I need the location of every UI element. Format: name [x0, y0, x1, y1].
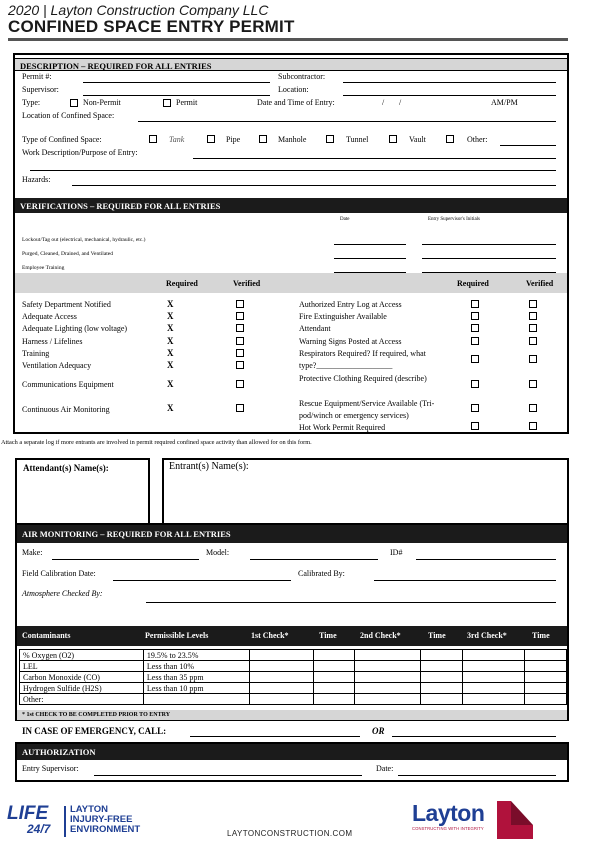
- time-cell[interactable]: [421, 650, 463, 661]
- slogan-divider: [64, 806, 66, 837]
- level-cell: Less than 10%: [143, 661, 249, 672]
- slogan-line-3: ENVIRONMENT: [70, 824, 141, 835]
- required-header-left: Required: [166, 279, 198, 288]
- right-item-label: Warning Signs Posted at Access: [299, 337, 402, 346]
- required-checkbox[interactable]: [471, 300, 479, 308]
- ampm-label: AM/PM: [491, 98, 518, 107]
- contaminant-cell: Carbon Monoxide (CO): [20, 672, 144, 683]
- right-item-label-cont: type?___________________: [299, 361, 393, 370]
- right-item-label: Authorized Entry Log at Access: [299, 300, 402, 309]
- slogan-line-2: INJURY-FREE: [70, 814, 133, 825]
- slogan-line-1: LAYTON: [70, 804, 109, 815]
- required-checkbox[interactable]: [471, 380, 479, 388]
- right-item-label: Attendant: [299, 324, 331, 333]
- lockout-initials-field[interactable]: [422, 244, 556, 245]
- date-time-label: Date and Time of Entry:: [257, 98, 335, 107]
- training-row-label: Employee Training: [22, 265, 65, 271]
- atmosphere-checked-label: Atmosphere Checked By:: [22, 589, 103, 598]
- layton-emblem-icon: [497, 801, 533, 839]
- check-cell[interactable]: [463, 694, 525, 705]
- authorization-date-field[interactable]: [398, 775, 556, 776]
- time-cell[interactable]: [525, 694, 567, 705]
- time-cell[interactable]: [525, 683, 567, 694]
- work-description-label: Work Description/Purpose of Entry:: [22, 148, 138, 157]
- id-label: ID#: [390, 548, 403, 557]
- check-cell[interactable]: [249, 650, 313, 661]
- required-mark: X: [167, 348, 174, 358]
- make-field[interactable]: [52, 559, 199, 560]
- verified-header-right: Verified: [526, 279, 554, 288]
- verified-checkbox[interactable]: [529, 337, 537, 345]
- time-header-1: Time: [319, 631, 337, 640]
- check-cell[interactable]: [355, 694, 421, 705]
- hazards-label: Hazards:: [22, 175, 51, 184]
- left-item-label: Training: [22, 349, 50, 358]
- time-cell[interactable]: [525, 650, 567, 661]
- required-mark: X: [167, 379, 174, 389]
- time-cell[interactable]: [313, 661, 355, 672]
- verification-date-header: Date: [340, 217, 350, 222]
- check-cell[interactable]: [249, 694, 313, 705]
- date-slash-2: /: [399, 98, 402, 107]
- check-cell[interactable]: [355, 650, 421, 661]
- verified-checkbox[interactable]: [529, 300, 537, 308]
- verified-checkbox[interactable]: [529, 355, 537, 363]
- time-cell[interactable]: [313, 650, 355, 661]
- check-cell[interactable]: [463, 661, 525, 672]
- verified-checkbox[interactable]: [529, 324, 537, 332]
- emergency-phone-field[interactable]: [190, 736, 360, 737]
- left-item-label: Safety Department Notified: [22, 300, 111, 309]
- purged-date-field[interactable]: [334, 258, 406, 259]
- footer-url: LAYTONCONSTRUCTION.COM: [227, 829, 353, 838]
- non-permit-label: Non-Permit: [83, 98, 121, 107]
- required-header-right: Required: [457, 279, 489, 288]
- injury-free-slogan: [70, 805, 140, 835]
- lockout-date-field[interactable]: [334, 244, 406, 245]
- authorization-section-bar: AUTHORIZATION: [17, 744, 567, 760]
- entry-supervisor-field[interactable]: [94, 775, 362, 776]
- verified-checkbox[interactable]: [529, 312, 537, 320]
- time-cell[interactable]: [525, 661, 567, 672]
- emergency-call-label: IN CASE OF EMERGENCY, CALL:: [22, 726, 167, 736]
- verified-checkbox[interactable]: [236, 300, 244, 308]
- time-cell[interactable]: [421, 694, 463, 705]
- time-cell[interactable]: [313, 683, 355, 694]
- supervisor-field[interactable]: [83, 95, 270, 96]
- layton-logo-tagline: CONSTRUCTING WITH INTEGRITY: [412, 826, 484, 831]
- contaminants-header: Contaminants: [22, 631, 71, 640]
- required-mark: X: [167, 360, 174, 370]
- verifications-section-bar: VERIFICATIONS – REQUIRED FOR ALL ENTRIES: [15, 198, 567, 213]
- right-item-label: Rescue Equipment/Service Available (Tri-: [299, 399, 435, 408]
- manhole-label: Manhole: [278, 135, 307, 144]
- vault-checkbox[interactable]: [389, 135, 397, 143]
- verified-checkbox[interactable]: [529, 404, 537, 412]
- right-item-label-cont: pod/winch or emergency services): [299, 411, 409, 420]
- model-field[interactable]: [250, 559, 378, 560]
- verified-checkbox[interactable]: [236, 349, 244, 357]
- authorization-date-label: Date:: [376, 764, 394, 773]
- required-checkbox[interactable]: [471, 404, 479, 412]
- required-mark: X: [167, 299, 174, 309]
- purged-initials-field[interactable]: [422, 258, 556, 259]
- tank-checkbox[interactable]: [149, 135, 157, 143]
- verification-initials-header: Entry Supervisor's Initials: [428, 217, 481, 222]
- required-mark: X: [167, 336, 174, 346]
- check-cell[interactable]: [463, 650, 525, 661]
- verified-checkbox[interactable]: [236, 404, 244, 412]
- left-item-label: Harness / Lifelines: [22, 337, 83, 346]
- time-header-3: Time: [532, 631, 550, 640]
- contaminant-cell: LEL: [20, 661, 144, 672]
- contaminant-cell: Other:: [20, 694, 144, 705]
- verified-checkbox[interactable]: [236, 312, 244, 320]
- verified-checkbox[interactable]: [529, 380, 537, 388]
- vault-label: Vault: [409, 135, 426, 144]
- calibrated-by-field[interactable]: [374, 580, 556, 581]
- manhole-checkbox[interactable]: [259, 135, 267, 143]
- time-cell[interactable]: [421, 661, 463, 672]
- verified-checkbox[interactable]: [236, 380, 244, 388]
- check-cell[interactable]: [463, 672, 525, 683]
- level-cell: Less than 35 ppm: [143, 672, 249, 683]
- verified-checkbox[interactable]: [236, 324, 244, 332]
- required-checkbox[interactable]: [471, 324, 479, 332]
- required-mark: X: [167, 311, 174, 321]
- time-cell[interactable]: [525, 672, 567, 683]
- verified-checkbox[interactable]: [236, 361, 244, 369]
- tunnel-label: Tunnel: [346, 135, 369, 144]
- lockout-label: Lockout/Tag out (electrical, mechanical, hydraulic, etc.): [22, 237, 146, 243]
- description-section-bar: DESCRIPTION – REQUIRED FOR ALL ENTRIES: [15, 58, 567, 71]
- supervisor-label: Supervisor:: [22, 85, 59, 94]
- attendant-label: Attendant(s) Name(s):: [23, 463, 109, 473]
- table-row: [20, 672, 567, 683]
- atmosphere-checked-field[interactable]: [146, 602, 556, 603]
- field-calibration-label: Field Calibration Date:: [22, 569, 96, 578]
- table-row: [20, 683, 567, 694]
- pipe-checkbox[interactable]: [207, 135, 215, 143]
- entrant-label: Entrant(s) Name(s):: [169, 461, 249, 472]
- layton-logo-wordmark: Layton: [412, 800, 485, 826]
- verified-checkbox[interactable]: [236, 337, 244, 345]
- life-logo-text: LIFE: [7, 803, 49, 824]
- first-check-footnote: * 1st CHECK TO BE COMPLETED PRIOR TO ENTRY: [22, 712, 171, 718]
- check-cell[interactable]: [463, 683, 525, 694]
- life-247-logo: [7, 804, 67, 840]
- check-cell[interactable]: [355, 672, 421, 683]
- contaminant-cell: % Oxygen (O2): [20, 650, 144, 661]
- left-item-label: Continuous Air Monitoring: [22, 405, 110, 414]
- other-label: Other:: [467, 135, 488, 144]
- right-item-label: Hot Work Permit Required: [299, 423, 386, 432]
- permissible-levels-header: Permissible Levels: [145, 631, 209, 640]
- separate-log-note: Attach a separate log if more entrants are involved in permit required confined space activity than allowed for on this form.: [1, 439, 312, 446]
- location-label: Location:: [278, 85, 309, 94]
- subcontractor-label: Subcontractor:: [278, 72, 326, 81]
- right-item-label: Fire Extinguisher Available: [299, 312, 387, 321]
- non-permit-checkbox[interactable]: [70, 99, 78, 107]
- required-mark: X: [167, 323, 174, 333]
- required-checkbox[interactable]: [471, 312, 479, 320]
- company-header: 2020 | Layton Construction Company LLC: [8, 2, 269, 18]
- permit-number-label: Permit #:: [22, 72, 52, 81]
- id-field[interactable]: [416, 559, 556, 560]
- second-check-header: 2nd Check*: [360, 631, 401, 640]
- type-label: Type:: [22, 98, 41, 107]
- left-item-label: Communications Equipment: [22, 380, 114, 389]
- verified-header-left: Verified: [233, 279, 261, 288]
- level-cell: Less than 10 ppm: [143, 683, 249, 694]
- type-confined-label: Type of Confined Space:: [22, 135, 102, 144]
- first-check-header: 1st Check*: [251, 631, 289, 640]
- hazards-field[interactable]: [72, 185, 556, 186]
- verified-checkbox[interactable]: [529, 422, 537, 430]
- time-cell[interactable]: [313, 672, 355, 683]
- time-header-2: Time: [428, 631, 446, 640]
- level-cell: 19.5% to 23.5%: [143, 650, 249, 661]
- permit-checkbox[interactable]: [163, 99, 171, 107]
- calibrated-by-label: Calibrated By:: [298, 569, 345, 578]
- table-row: [20, 694, 567, 705]
- check-cell[interactable]: [355, 683, 421, 694]
- life-logo-subtext: 24/7: [27, 822, 51, 836]
- required-checkbox[interactable]: [471, 337, 479, 345]
- subcontractor-field[interactable]: [343, 82, 556, 83]
- level-cell: [143, 694, 249, 705]
- work-description-field[interactable]: [193, 158, 556, 159]
- required-checkbox[interactable]: [471, 355, 479, 363]
- permit-number-field[interactable]: [83, 82, 270, 83]
- left-item-label: Ventilation Adequacy: [22, 361, 92, 370]
- location-confined-label: Location of Confined Space:: [22, 111, 115, 120]
- check-cell[interactable]: [355, 661, 421, 672]
- field-calibration-field[interactable]: [113, 580, 291, 581]
- time-cell[interactable]: [421, 683, 463, 694]
- page-title: CONFINED SPACE ENTRY PERMIT: [8, 17, 295, 36]
- purged-label: Purged, Cleaned, Drained, and Ventilated: [22, 251, 113, 257]
- third-check-header: 3rd Check*: [467, 631, 507, 640]
- required-checkbox[interactable]: [471, 422, 479, 430]
- tunnel-checkbox[interactable]: [326, 135, 334, 143]
- model-label: Model:: [206, 548, 230, 557]
- emergency-phone-field-2[interactable]: [392, 736, 556, 737]
- time-cell[interactable]: [421, 672, 463, 683]
- right-item-label: Respirators Required? If required, what: [299, 349, 426, 358]
- contaminants-table: [19, 649, 567, 705]
- required-mark: X: [167, 403, 174, 413]
- table-row: [20, 650, 567, 661]
- permit-label: Permit: [176, 98, 198, 107]
- check-cell[interactable]: [249, 672, 313, 683]
- other-field[interactable]: [500, 145, 556, 146]
- check-cell[interactable]: [249, 683, 313, 694]
- right-item-label: Protective Clothing Required (describe): [299, 374, 427, 383]
- contaminant-cell: Hydrogen Sulfide (H2S): [20, 683, 144, 694]
- location-confined-field[interactable]: [138, 121, 556, 122]
- date-slash-1: /: [382, 98, 385, 107]
- table-row: [20, 661, 567, 672]
- other-checkbox[interactable]: [446, 135, 454, 143]
- pipe-label: Pipe: [226, 135, 241, 144]
- left-item-label: Adequate Access: [22, 312, 77, 321]
- emergency-or-label: OR: [372, 726, 385, 736]
- make-label: Make:: [22, 548, 43, 557]
- check-cell[interactable]: [249, 661, 313, 672]
- left-item-label: Adequate Lighting (low voltage): [22, 324, 128, 333]
- time-cell[interactable]: [313, 694, 355, 705]
- header-divider: [8, 38, 568, 41]
- location-field[interactable]: [343, 95, 556, 96]
- air-monitoring-section-bar: AIR MONITORING – REQUIRED FOR ALL ENTRIES: [17, 525, 567, 543]
- work-description-field-2[interactable]: [30, 170, 556, 171]
- tank-label: Tank: [169, 135, 185, 144]
- entry-supervisor-label: Entry Supervisor:: [22, 764, 79, 773]
